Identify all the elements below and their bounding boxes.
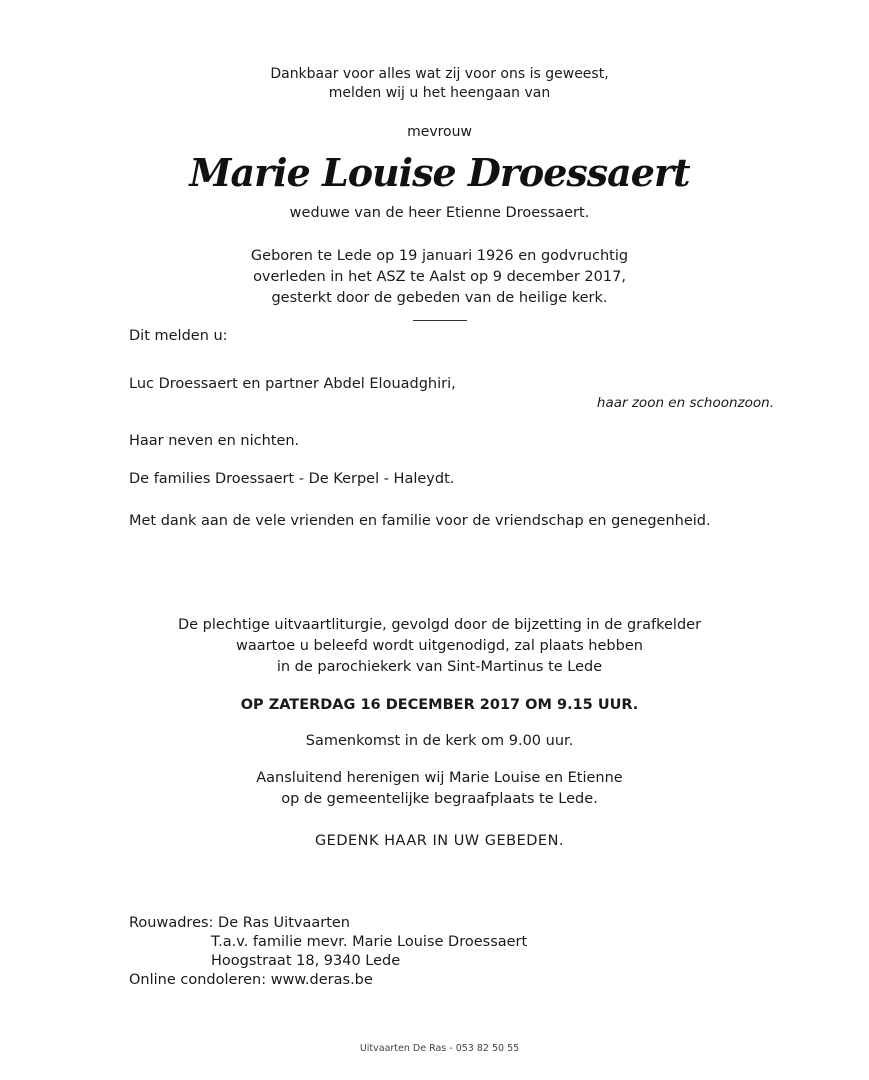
announce-label: Dit melden u: <box>129 328 228 344</box>
intro-line: melden wij u het heengaan van <box>328 85 551 101</box>
address-label: Rouwadres: <box>129 915 214 931</box>
birth-line: Geboren te Lede op 19 januari 1926 en godvruchtig <box>250 248 629 264</box>
intro-text <box>0 65 869 103</box>
birth-line: overleden in het ASZ te Aalst op 9 december 2017, <box>253 269 626 285</box>
address-line-3: Hoogstraat 18, 9340 Lede <box>211 953 401 969</box>
burial-line: op de gemeentelijke begraafplaats te Lede. <box>281 791 598 807</box>
burial-line: Aansluitend herenigen wij Marie Louise en Etienne <box>256 770 623 786</box>
divider-line <box>413 320 467 321</box>
address-block <box>129 914 527 990</box>
funeral-date: OP ZATERDAG 16 DECEMBER 2017 OM 9.15 UUR. <box>240 697 639 713</box>
deceased-name: Marie Louise Droessaert <box>189 150 690 195</box>
address-row <box>129 914 527 933</box>
online-link[interactable]: www.deras.be <box>270 972 373 988</box>
birth-line: gesterkt door de gebeden van de heilige kerk. <box>271 290 608 306</box>
intro-line: Dankbaar voor alles wat zij voor ons is geweest, <box>270 66 609 82</box>
family-line-4: Met dank aan de vele vrienden en familie voor de vriendschap en genegenheid. <box>129 513 711 529</box>
ceremony-line: in de parochiekerk van Sint-Martinus te Lede <box>276 659 603 675</box>
address-line-1: De Ras Uitvaarten <box>218 915 350 931</box>
family-line-1-role: haar zoon en schoonzoon. <box>596 395 774 411</box>
ceremony-line: waartoe u beleefd wordt uitgenodigd, zal plaats hebben <box>236 638 643 654</box>
family-line-1: Luc Droessaert en partner Abdel Elouadghiri, <box>129 376 456 392</box>
footer: Uitvaarten De Ras - 053 82 50 55 <box>359 1043 520 1054</box>
honorific: mevrouw <box>407 124 472 140</box>
remember-line: GEDENK HAAR IN UW GEBEDEN. <box>314 833 565 849</box>
family-line-2: Haar neven en nichten. <box>129 433 300 449</box>
ceremony-line: De plechtige uitvaartliturgie, gevolgd door de bijzetting in de grafkelder <box>177 617 702 633</box>
ceremony-text <box>0 615 869 678</box>
online-row <box>129 971 527 990</box>
burial-text <box>0 768 869 810</box>
gathering-line: Samenkomst in de kerk om 9.00 uur. <box>305 733 574 749</box>
address-line-2: T.a.v. familie mevr. Marie Louise Droessaert <box>211 934 528 950</box>
family-line-3: De families Droessaert - De Kerpel - Haleydt. <box>129 471 455 487</box>
widow-line: weduwe van de heer Etienne Droessaert. <box>289 205 590 221</box>
online-label: Online condoleren: <box>129 972 267 988</box>
birth-death-text <box>0 246 869 309</box>
